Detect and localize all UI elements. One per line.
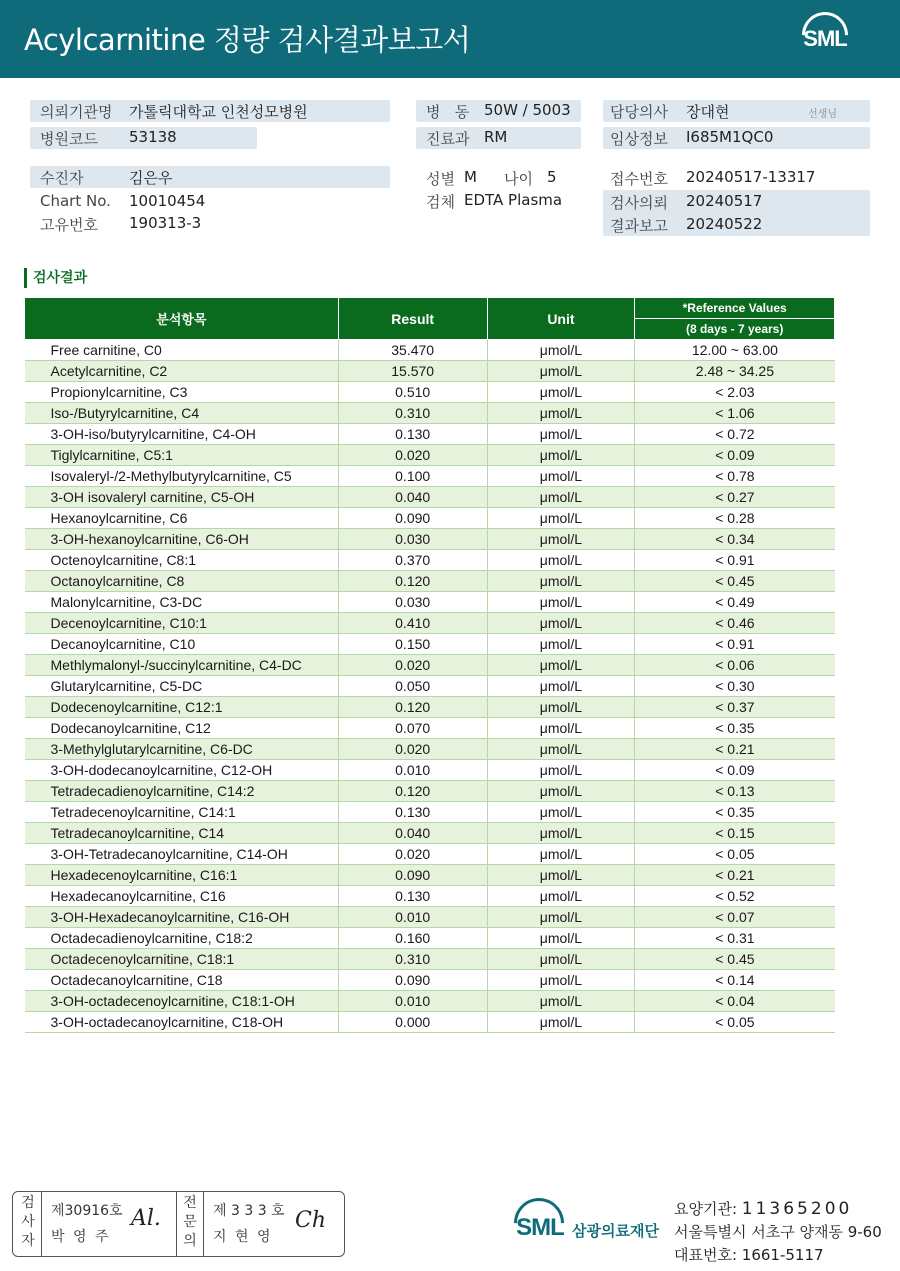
result-value: 0.120 bbox=[338, 571, 487, 592]
analyte-name: Octenoylcarnitine, C8:1 bbox=[25, 550, 339, 571]
doctor-label: 담당의사 bbox=[610, 103, 668, 121]
result-value: 0.010 bbox=[338, 760, 487, 781]
col-header-reference: *Reference Values bbox=[635, 298, 835, 319]
reference-value: < 0.78 bbox=[635, 466, 835, 487]
result-value: 0.370 bbox=[338, 550, 487, 571]
reference-value: < 0.34 bbox=[635, 529, 835, 550]
examiner-label bbox=[17, 1194, 39, 1254]
table-row bbox=[25, 382, 835, 403]
result-value: 0.070 bbox=[338, 718, 487, 739]
department-value: RM bbox=[484, 128, 508, 146]
clinical-label: 임상정보 bbox=[610, 130, 668, 148]
analyte-name: Hexadecenoylcarnitine, C16:1 bbox=[25, 865, 339, 886]
institution-value: 가톨릭대학교 인천성모병원 bbox=[129, 103, 308, 121]
unit-value: μmol/L bbox=[487, 970, 635, 991]
unit-value: μmol/L bbox=[487, 781, 635, 802]
reference-value: < 0.31 bbox=[635, 928, 835, 949]
institution-label: 의뢰기관명 bbox=[40, 103, 113, 121]
analyte-name: Free carnitine, C0 bbox=[25, 340, 339, 361]
table-row bbox=[25, 487, 835, 508]
analyte-name: Octanoylcarnitine, C8 bbox=[25, 571, 339, 592]
table-row bbox=[25, 361, 835, 382]
unit-value: μmol/L bbox=[487, 466, 635, 487]
reference-value: < 0.09 bbox=[635, 445, 835, 466]
reference-value: < 0.04 bbox=[635, 991, 835, 1012]
unit-value: μmol/L bbox=[487, 634, 635, 655]
reference-value: < 0.21 bbox=[635, 739, 835, 760]
unique-value: 190313-3 bbox=[129, 214, 202, 232]
reference-value: < 0.35 bbox=[635, 718, 835, 739]
table-row bbox=[25, 928, 835, 949]
reference-value: < 0.07 bbox=[635, 907, 835, 928]
examiner-name: 박 영 주 bbox=[51, 1229, 111, 1245]
table-row bbox=[25, 844, 835, 865]
reference-value: < 0.49 bbox=[635, 592, 835, 613]
unit-value: μmol/L bbox=[487, 424, 635, 445]
section-title: 검사결과 bbox=[24, 268, 87, 288]
result-value: 0.120 bbox=[338, 781, 487, 802]
unit-value: μmol/L bbox=[487, 928, 635, 949]
hospital-code-value: 53138 bbox=[129, 128, 177, 146]
divider bbox=[176, 1192, 177, 1256]
table-row bbox=[25, 550, 835, 571]
result-value: 0.010 bbox=[338, 907, 487, 928]
unit-value: μmol/L bbox=[487, 1012, 635, 1033]
table-row bbox=[25, 781, 835, 802]
footer-sml-logo bbox=[510, 1198, 570, 1258]
unit-value: μmol/L bbox=[487, 487, 635, 508]
analyte-name: Tiglylcarnitine, C5:1 bbox=[25, 445, 339, 466]
results-body bbox=[25, 340, 835, 1033]
reference-value: 2.48 ~ 34.25 bbox=[635, 361, 835, 382]
signature-box bbox=[12, 1191, 345, 1257]
analyte-name: Tetradecadienoylcarnitine, C14:2 bbox=[25, 781, 339, 802]
unit-value: μmol/L bbox=[487, 697, 635, 718]
table-row bbox=[25, 529, 835, 550]
analyte-name: 3-OH-octadecenoylcarnitine, C18:1-OH bbox=[25, 991, 339, 1012]
result-value: 0.020 bbox=[338, 844, 487, 865]
result-value: 0.010 bbox=[338, 991, 487, 1012]
request-value: 20240517 bbox=[686, 192, 763, 210]
table-row bbox=[25, 991, 835, 1012]
table-row bbox=[25, 466, 835, 487]
sex-value: M bbox=[464, 168, 477, 186]
phone-number: 1661-5117 bbox=[741, 1246, 824, 1264]
ward-value: 50W / 5003 bbox=[484, 101, 571, 119]
result-value: 0.030 bbox=[338, 529, 487, 550]
chart-value: 10010454 bbox=[129, 192, 206, 210]
analyte-name: Tetradecenoylcarnitine, C14:1 bbox=[25, 802, 339, 823]
result-value: 35.470 bbox=[338, 340, 487, 361]
table-row bbox=[25, 949, 835, 970]
analyte-name: 3-OH isovaleryl carnitine, C5-OH bbox=[25, 487, 339, 508]
result-value: 0.310 bbox=[338, 949, 487, 970]
analyte-name: Propionylcarnitine, C3 bbox=[25, 382, 339, 403]
results-table bbox=[24, 297, 835, 1033]
care-institution bbox=[674, 1198, 852, 1219]
reference-value: < 0.09 bbox=[635, 760, 835, 781]
reference-value: < 0.46 bbox=[635, 613, 835, 634]
unit-value: μmol/L bbox=[487, 907, 635, 928]
reference-value: < 0.14 bbox=[635, 970, 835, 991]
table-row bbox=[25, 886, 835, 907]
col-header-item: 분석항목 bbox=[25, 298, 339, 340]
divider bbox=[41, 1192, 42, 1256]
unit-value: μmol/L bbox=[487, 676, 635, 697]
report-title: Acylcarnitine 정량 검사결과보고서 bbox=[24, 23, 471, 57]
reference-value: < 0.27 bbox=[635, 487, 835, 508]
table-row bbox=[25, 697, 835, 718]
reference-value: < 1.06 bbox=[635, 403, 835, 424]
reference-value: < 0.45 bbox=[635, 571, 835, 592]
result-value: 15.570 bbox=[338, 361, 487, 382]
analyte-name: 3-OH-hexanoylcarnitine, C6-OH bbox=[25, 529, 339, 550]
result-value: 0.040 bbox=[338, 823, 487, 844]
table-row bbox=[25, 340, 835, 361]
table-row bbox=[25, 403, 835, 424]
result-value: 0.050 bbox=[338, 676, 487, 697]
reference-value: < 0.72 bbox=[635, 424, 835, 445]
hospital-code-label: 병원코드 bbox=[40, 130, 98, 148]
doctor-suffix: 선생님 bbox=[808, 109, 837, 120]
examiner-label-text: 검 사 자 bbox=[21, 1195, 35, 1249]
care-label: 요양기관: bbox=[674, 1200, 738, 1218]
analyte-name: Methlymalonyl-/succinylcarnitine, C4-DC bbox=[25, 655, 339, 676]
table-row bbox=[25, 970, 835, 991]
analyte-name: Hexadecanoylcarnitine, C16 bbox=[25, 886, 339, 907]
department-label: 진료과 bbox=[426, 130, 470, 148]
result-value: 0.130 bbox=[338, 802, 487, 823]
reference-value: < 0.91 bbox=[635, 634, 835, 655]
result-value: 0.160 bbox=[338, 928, 487, 949]
result-value: 0.120 bbox=[338, 697, 487, 718]
table-row bbox=[25, 655, 835, 676]
divider bbox=[203, 1192, 204, 1256]
logo-text: SML bbox=[803, 26, 847, 51]
table-row bbox=[25, 907, 835, 928]
info-bar-patient bbox=[30, 166, 390, 188]
analyte-name: Dodecanoylcarnitine, C12 bbox=[25, 718, 339, 739]
unit-value: μmol/L bbox=[487, 823, 635, 844]
phone-label: 대표번호: bbox=[674, 1246, 738, 1264]
reference-value: < 0.05 bbox=[635, 844, 835, 865]
analyte-name: Decanoylcarnitine, C10 bbox=[25, 634, 339, 655]
result-value: 0.090 bbox=[338, 865, 487, 886]
analyte-name: 3-OH-Tetradecanoylcarnitine, C14-OH bbox=[25, 844, 339, 865]
analyte-name: Octadecadienoylcarnitine, C18:2 bbox=[25, 928, 339, 949]
analyte-name: Octadecenoylcarnitine, C18:1 bbox=[25, 949, 339, 970]
analyte-name: Decenoylcarnitine, C10:1 bbox=[25, 613, 339, 634]
specialist-label bbox=[179, 1194, 201, 1254]
table-row bbox=[25, 571, 835, 592]
unit-value: μmol/L bbox=[487, 760, 635, 781]
address: 서울특별시 서초구 양재동 9-60 bbox=[674, 1223, 882, 1241]
analyte-name: Hexanoylcarnitine, C6 bbox=[25, 508, 339, 529]
result-value: 0.510 bbox=[338, 382, 487, 403]
ward-label: 병 동 bbox=[426, 103, 470, 121]
result-value: 0.100 bbox=[338, 466, 487, 487]
age-label: 나이 bbox=[504, 170, 533, 188]
reference-value: < 0.21 bbox=[635, 865, 835, 886]
examiner-license: 제30916호 bbox=[51, 1203, 123, 1219]
specialist-signature: Ch bbox=[295, 1208, 327, 1233]
specialist-license: 제 3 3 3 호 bbox=[213, 1203, 285, 1219]
table-row bbox=[25, 676, 835, 697]
result-value: 0.020 bbox=[338, 445, 487, 466]
analyte-name: Acetylcarnitine, C2 bbox=[25, 361, 339, 382]
table-row bbox=[25, 424, 835, 445]
analyte-name: Tetradecanoylcarnitine, C14 bbox=[25, 823, 339, 844]
unit-value: μmol/L bbox=[487, 529, 635, 550]
unit-value: μmol/L bbox=[487, 403, 635, 424]
reference-value: < 0.45 bbox=[635, 949, 835, 970]
unit-value: μmol/L bbox=[487, 445, 635, 466]
unit-value: μmol/L bbox=[487, 949, 635, 970]
table-row bbox=[25, 739, 835, 760]
table-row bbox=[25, 613, 835, 634]
result-value: 0.000 bbox=[338, 1012, 487, 1033]
chart-label: Chart No. bbox=[40, 192, 111, 210]
result-value: 0.130 bbox=[338, 424, 487, 445]
report-value: 20240522 bbox=[686, 215, 763, 233]
reference-value: < 0.35 bbox=[635, 802, 835, 823]
unit-value: μmol/L bbox=[487, 886, 635, 907]
table-row bbox=[25, 865, 835, 886]
analyte-name: Dodecenoylcarnitine, C12:1 bbox=[25, 697, 339, 718]
unit-value: μmol/L bbox=[487, 340, 635, 361]
table-row bbox=[25, 718, 835, 739]
specialist-label-text: 전 문 의 bbox=[183, 1195, 197, 1249]
patient-value: 김은우 bbox=[129, 169, 173, 187]
analyte-name: Octadecanoylcarnitine, C18 bbox=[25, 970, 339, 991]
unit-value: μmol/L bbox=[487, 382, 635, 403]
reference-value: < 0.28 bbox=[635, 508, 835, 529]
result-value: 0.090 bbox=[338, 970, 487, 991]
reference-value: < 2.03 bbox=[635, 382, 835, 403]
analyte-name: Glutarylcarnitine, C5-DC bbox=[25, 676, 339, 697]
specialist-name: 지 현 영 bbox=[213, 1229, 273, 1245]
doctor-value: 장대현 bbox=[686, 103, 730, 121]
unit-value: μmol/L bbox=[487, 865, 635, 886]
analyte-name: 3-Methylglutarylcarnitine, C6-DC bbox=[25, 739, 339, 760]
specimen-label: 검체 bbox=[426, 193, 455, 211]
patient-label: 수진자 bbox=[40, 169, 84, 187]
analyte-name: Iso-/Butyrylcarnitine, C4 bbox=[25, 403, 339, 424]
result-value: 0.310 bbox=[338, 403, 487, 424]
table-row bbox=[25, 1012, 835, 1033]
age-value: 5 bbox=[547, 168, 557, 186]
sex-label: 성별 bbox=[426, 170, 455, 188]
report-label: 결과보고 bbox=[610, 217, 668, 235]
receipt-label: 접수번호 bbox=[610, 170, 668, 188]
reference-value: < 0.30 bbox=[635, 676, 835, 697]
analyte-name: 3-OH-octadecanoylcarnitine, C18-OH bbox=[25, 1012, 339, 1033]
unit-value: μmol/L bbox=[487, 802, 635, 823]
analyte-name: 3-OH-dodecanoylcarnitine, C12-OH bbox=[25, 760, 339, 781]
result-value: 0.130 bbox=[338, 886, 487, 907]
receipt-value: 20240517-13317 bbox=[686, 168, 816, 186]
reference-value: < 0.91 bbox=[635, 550, 835, 571]
table-row bbox=[25, 445, 835, 466]
result-value: 0.150 bbox=[338, 634, 487, 655]
analyte-name: Isovaleryl-/2-Methylbutyrylcarnitine, C5 bbox=[25, 466, 339, 487]
result-value: 0.040 bbox=[338, 487, 487, 508]
table-row bbox=[25, 592, 835, 613]
result-value: 0.090 bbox=[338, 508, 487, 529]
col-header-reference-range: (8 days - 7 years) bbox=[635, 319, 835, 340]
analyte-name: 3-OH-Hexadecanoylcarnitine, C16-OH bbox=[25, 907, 339, 928]
unit-value: μmol/L bbox=[487, 844, 635, 865]
reference-value: < 0.06 bbox=[635, 655, 835, 676]
reference-value: < 0.37 bbox=[635, 697, 835, 718]
table-row bbox=[25, 760, 835, 781]
foundation-name: 삼광의료재단 bbox=[572, 1222, 659, 1240]
phone bbox=[674, 1244, 824, 1265]
table-row bbox=[25, 823, 835, 844]
unit-value: μmol/L bbox=[487, 655, 635, 676]
result-value: 0.020 bbox=[338, 655, 487, 676]
unit-value: μmol/L bbox=[487, 592, 635, 613]
table-row bbox=[25, 508, 835, 529]
table-row bbox=[25, 802, 835, 823]
result-value: 0.410 bbox=[338, 613, 487, 634]
unit-value: μmol/L bbox=[487, 361, 635, 382]
request-label: 검사의뢰 bbox=[610, 194, 668, 212]
reference-value: < 0.52 bbox=[635, 886, 835, 907]
unique-label: 고유번호 bbox=[40, 216, 98, 234]
col-header-result: Result bbox=[338, 298, 487, 340]
footer-logo-text: SML bbox=[516, 1214, 564, 1241]
table-row bbox=[25, 634, 835, 655]
reference-value: < 0.15 bbox=[635, 823, 835, 844]
unit-value: μmol/L bbox=[487, 508, 635, 529]
analyte-name: 3-OH-iso/butyrylcarnitine, C4-OH bbox=[25, 424, 339, 445]
col-header-unit: Unit bbox=[487, 298, 635, 340]
examiner-signature: Al. bbox=[131, 1206, 161, 1231]
unit-value: μmol/L bbox=[487, 718, 635, 739]
report-header bbox=[0, 0, 900, 78]
specimen-value: EDTA Plasma bbox=[464, 191, 563, 209]
analyte-name: Malonylcarnitine, C3-DC bbox=[25, 592, 339, 613]
result-value: 0.020 bbox=[338, 739, 487, 760]
reference-value: < 0.05 bbox=[635, 1012, 835, 1033]
clinical-value: I685M1QC0 bbox=[686, 128, 774, 146]
sml-logo bbox=[796, 12, 854, 66]
unit-value: μmol/L bbox=[487, 739, 635, 760]
care-number: 11365200 bbox=[741, 1199, 853, 1219]
unit-value: μmol/L bbox=[487, 991, 635, 1012]
unit-value: μmol/L bbox=[487, 613, 635, 634]
result-value: 0.030 bbox=[338, 592, 487, 613]
unit-value: μmol/L bbox=[487, 550, 635, 571]
reference-value: < 0.13 bbox=[635, 781, 835, 802]
reference-value: 12.00 ~ 63.00 bbox=[635, 340, 835, 361]
unit-value: μmol/L bbox=[487, 571, 635, 592]
